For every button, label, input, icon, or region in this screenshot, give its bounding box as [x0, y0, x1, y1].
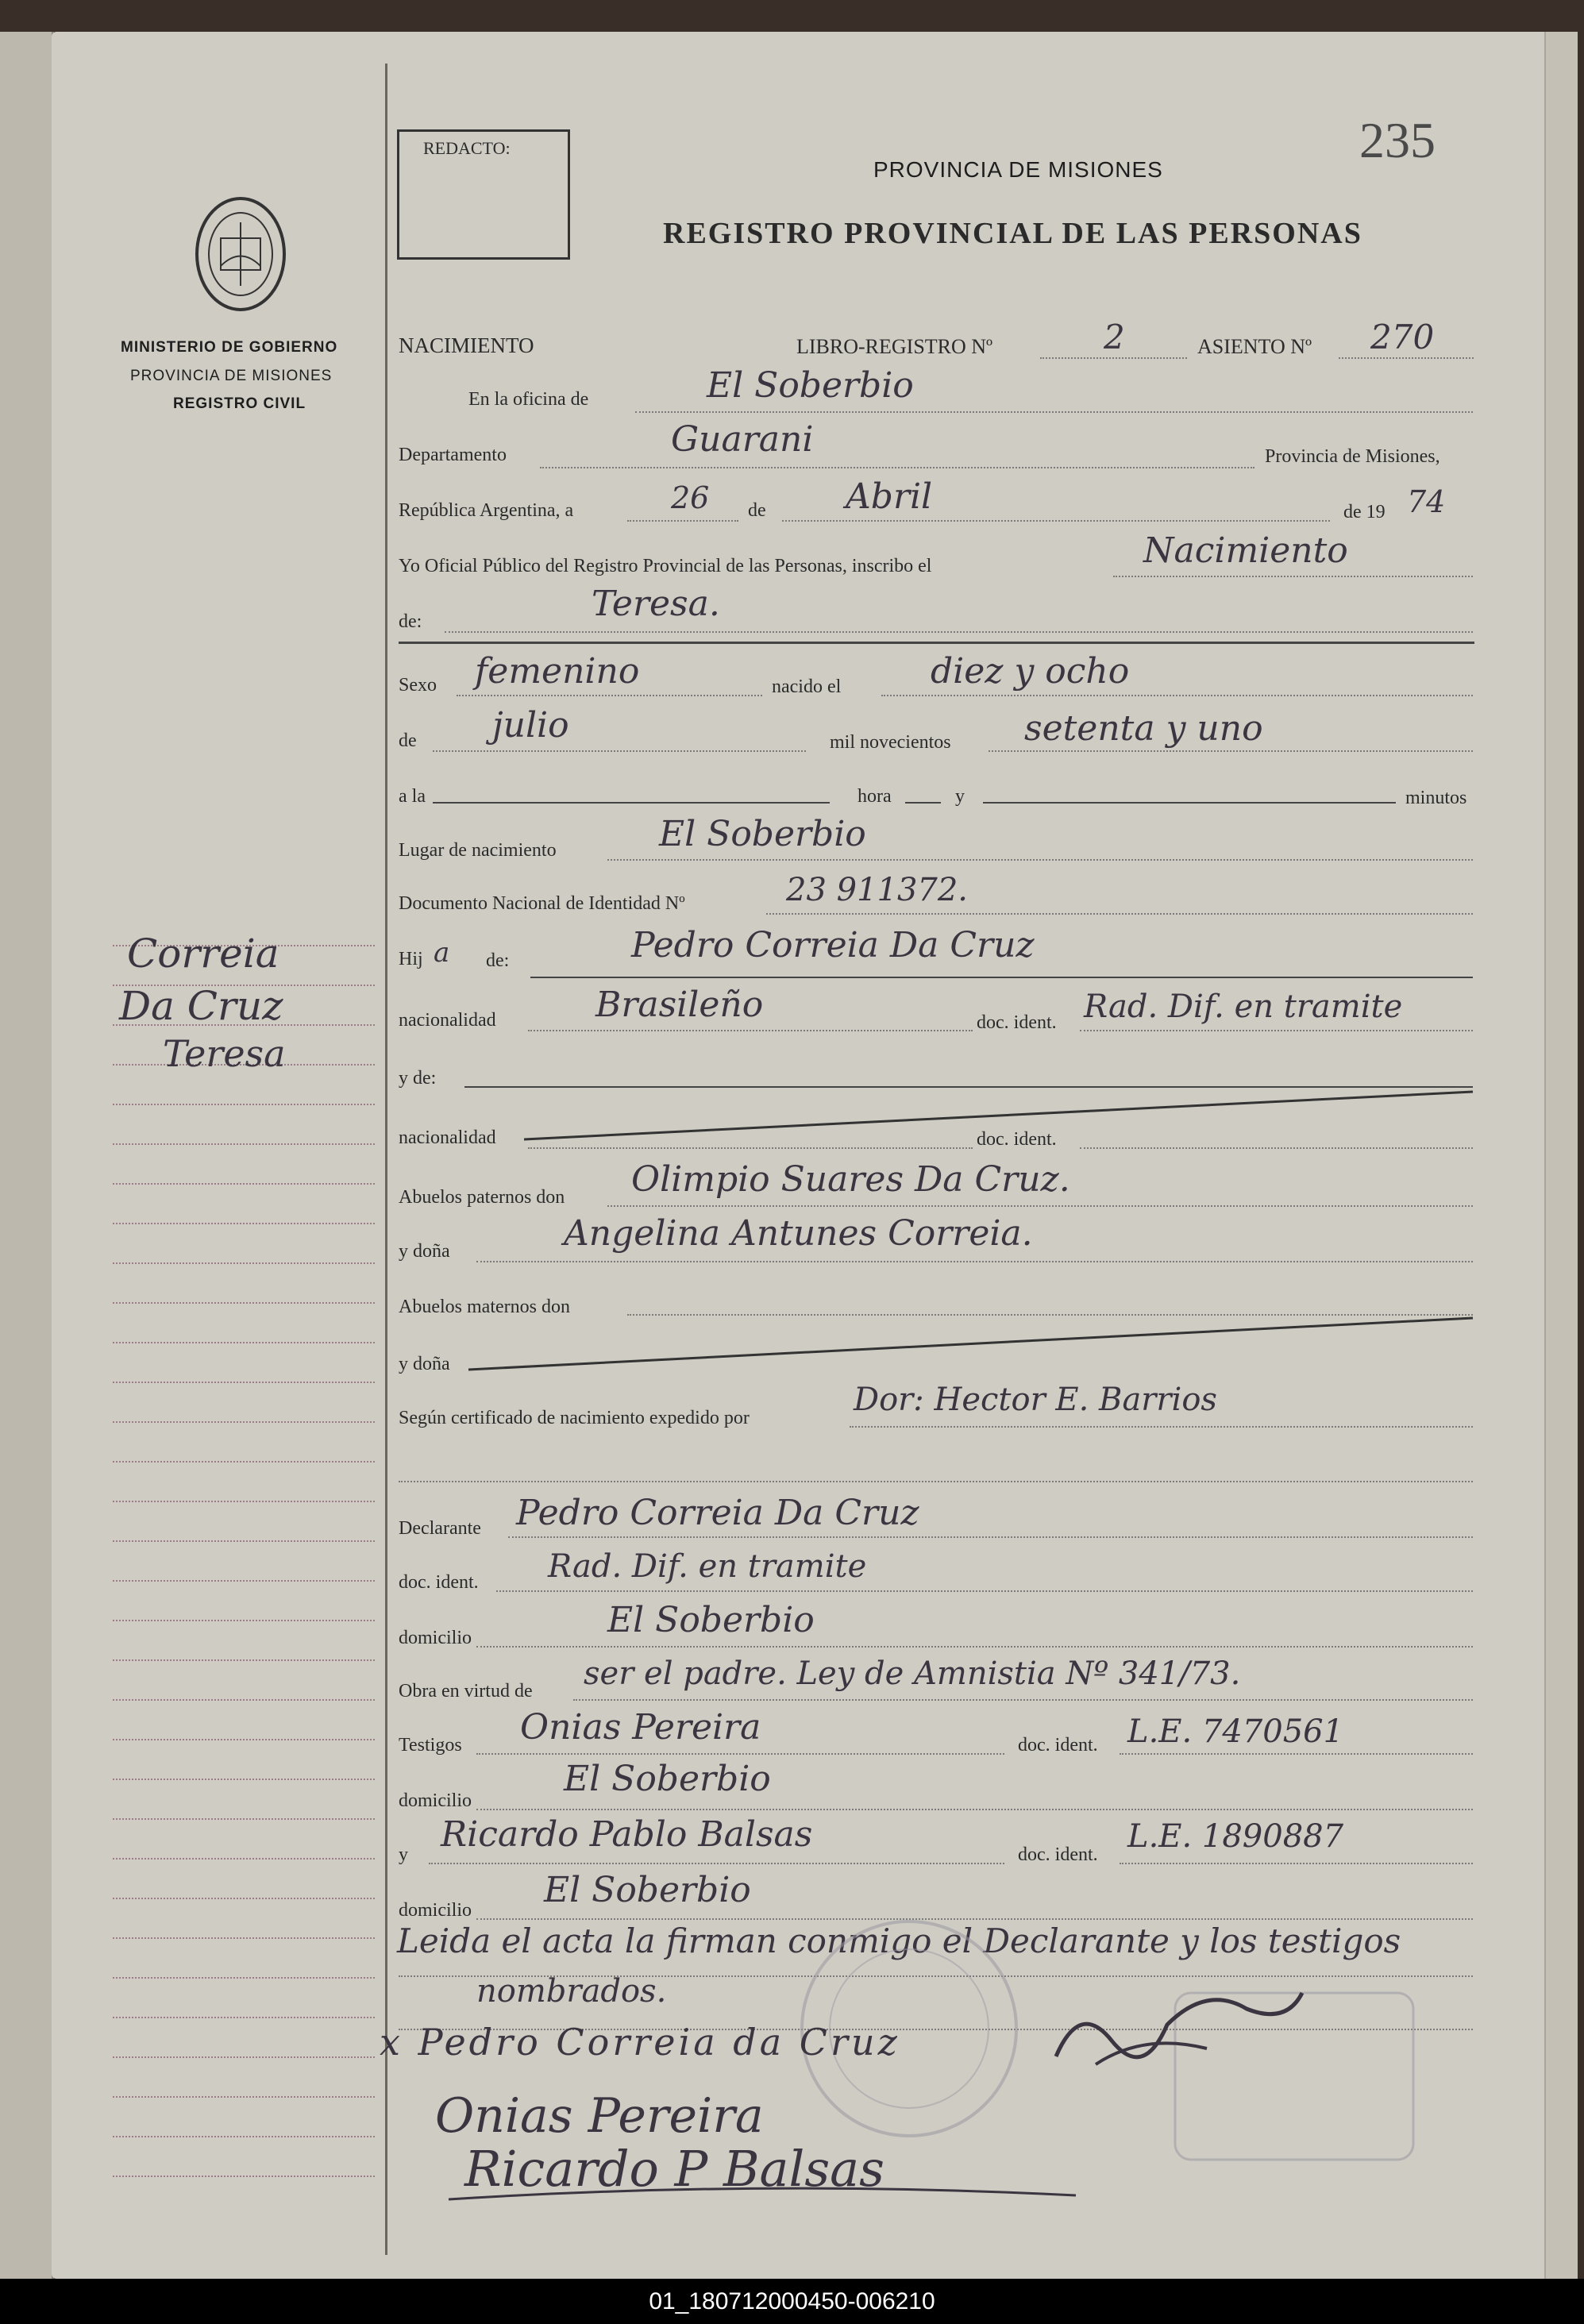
- margin-rule: [113, 1898, 375, 1899]
- margin-rule: [113, 2136, 375, 2137]
- hijo-label: Hij: [399, 949, 423, 969]
- domicilio-line: [476, 1646, 1473, 1648]
- declarante-label: Declarante: [399, 1518, 481, 1539]
- strike-line: [468, 1310, 1477, 1374]
- libro-value: 2: [1104, 318, 1125, 357]
- ministry-line-1: MINISTERIO DE GOBIERNO: [121, 339, 338, 356]
- nacido-line: [881, 695, 1473, 696]
- asiento-line: [1339, 357, 1474, 359]
- doc-ident2-line: [1080, 1147, 1473, 1149]
- domicilio-value: El Soberbio: [607, 1600, 815, 1640]
- nacido-value: diez y ocho: [931, 651, 1130, 692]
- margin-rule: [113, 2176, 375, 2177]
- libro-line: [1040, 357, 1187, 359]
- y-dona2-label: y doña: [399, 1354, 450, 1374]
- facing-page-edge: [0, 32, 54, 2279]
- column-rule: [385, 64, 387, 2255]
- hora-dash: [905, 802, 941, 804]
- nacionalidad-line: [528, 1030, 973, 1031]
- departamento-label: Departamento: [399, 445, 507, 465]
- certificado-label: Según certificado de nacimiento expedido por: [399, 1408, 750, 1428]
- y-label: y: [955, 786, 965, 807]
- mil-label: mil novecientos: [830, 732, 951, 753]
- testigo1-value: Onias Pereira: [520, 1707, 761, 1748]
- margin-rule: [113, 1818, 375, 1820]
- testigos-label: Testigos: [399, 1735, 462, 1756]
- republica-label: República Argentina, a: [399, 500, 574, 521]
- de-label: de: [748, 500, 766, 521]
- dni-label: Documento Nacional de Identidad Nº: [399, 893, 685, 914]
- t2-doc-label: doc. ident.: [1018, 1844, 1098, 1865]
- abuela-pat-line: [476, 1261, 1473, 1262]
- decl-doc-line: [496, 1590, 1473, 1592]
- witness-2-signature: Ricardo P Balsas: [464, 2140, 884, 2198]
- de-name-label: de:: [399, 611, 422, 632]
- sexo-line: [457, 695, 762, 696]
- month-line: [782, 520, 1330, 522]
- t1-dom-line: [476, 1809, 1473, 1810]
- declarante-line: [508, 1536, 1473, 1538]
- abuelo-pat-value: Olimpio Suares Da Cruz.: [631, 1159, 1070, 1200]
- abuela-pat-value: Angelina Antunes Correia.: [564, 1213, 1033, 1254]
- nacionalidad-label: nacionalidad: [399, 1010, 496, 1031]
- minutos-line: [983, 802, 1396, 804]
- year-prefix: de 19: [1343, 502, 1386, 522]
- margin-rule: [113, 1977, 375, 1979]
- hora-label: hora: [858, 786, 892, 807]
- official-signature-icon: [1048, 1977, 1310, 2080]
- obra-value: ser el padre. Ley de Amnistia Nº 341/73.: [584, 1655, 1241, 1692]
- decl-doc-label: doc. ident.: [399, 1572, 479, 1593]
- record-type-label: NACIMIENTO: [399, 333, 534, 357]
- registry-heading: REGISTRO PROVINCIAL DE LAS PERSONAS: [663, 217, 1362, 250]
- day-value: 26: [671, 480, 710, 515]
- dni-value: 23 911372.: [786, 872, 969, 908]
- t1-doc-value: L.E. 7470561: [1127, 1713, 1344, 1750]
- margin-rule: [113, 1739, 375, 1740]
- departamento-line: [540, 467, 1254, 468]
- margin-rule: [113, 1183, 375, 1185]
- day-line: [627, 520, 738, 522]
- abuelos-mat-label: Abuelos maternos don: [399, 1297, 570, 1317]
- oficina-label: En la oficina de: [468, 389, 589, 410]
- provincial-seal-icon: [189, 191, 292, 318]
- nacionalidad2-line: [528, 1147, 973, 1149]
- t2-y-label: y: [399, 1844, 408, 1865]
- margin-rule: [113, 1699, 375, 1701]
- t1-doc-line: [1120, 1753, 1473, 1755]
- libro-label: LIBRO-REGISTRO Nº: [796, 335, 993, 358]
- padre-line: [530, 977, 1473, 978]
- redacto-label: REDACTO:: [423, 138, 511, 158]
- t2-dom-value: El Soberbio: [544, 1870, 751, 1910]
- domicilio-label: domicilio: [399, 1628, 472, 1648]
- departamento-value: Guarani: [671, 419, 814, 460]
- year2-line: [989, 750, 1473, 752]
- margin-rule: [113, 1262, 375, 1264]
- t1-dom-value: El Soberbio: [564, 1759, 771, 1799]
- lugar-line: [607, 859, 1473, 861]
- t1-doc-label: doc. ident.: [1018, 1735, 1098, 1756]
- hijo-de-label: de:: [486, 950, 510, 971]
- t1-dom-label: domicilio: [399, 1790, 472, 1811]
- margin-surname-2: Da Cruz: [119, 983, 283, 1029]
- dni-line: [766, 913, 1473, 915]
- margin-rule: [113, 2017, 375, 2018]
- witness-1-signature: Onias Pereira: [435, 2088, 764, 2144]
- hijo-suffix: a: [434, 937, 450, 969]
- y-dona-label: y doña: [399, 1241, 450, 1262]
- t2-doc-line: [1120, 1863, 1473, 1864]
- obra-line: [573, 1699, 1473, 1701]
- image-caption: 01_180712000450-006210: [0, 2279, 1584, 2324]
- margin-rule: [113, 2096, 375, 2098]
- month2-value: julio: [492, 705, 569, 746]
- oficina-value: El Soberbio: [707, 365, 914, 406]
- provincia-suffix: Provincia de Misiones,: [1265, 446, 1440, 467]
- margin-rule: [113, 1580, 375, 1582]
- page-number: 235: [1359, 112, 1436, 168]
- margin-rule: [113, 1540, 375, 1542]
- obra-label: Obra en virtud de: [399, 1681, 533, 1702]
- lugar-label: Lugar de nacimiento: [399, 840, 557, 861]
- margin-given-name: Teresa: [163, 1032, 286, 1075]
- t2-doc-value: L.E. 1890887: [1127, 1818, 1344, 1855]
- year2-value: setenta y uno: [1024, 708, 1263, 749]
- oficial-text: Yo Oficial Público del Registro Provincial de las Personas, inscribo el: [399, 556, 932, 576]
- testigo2-value: Ricardo Pablo Balsas: [441, 1814, 813, 1855]
- signature-underline: [445, 2176, 1080, 2207]
- decl-doc-value: Rad. Dif. en tramite: [548, 1548, 867, 1585]
- nacionalidad2-label: nacionalidad: [399, 1127, 496, 1148]
- margin-rule: [113, 1382, 375, 1383]
- closing-line-2: nombrados.: [476, 1973, 667, 2010]
- testigo1-line: [476, 1753, 1004, 1755]
- nacionalidad-value: Brasileño: [595, 985, 764, 1025]
- y-de-label: y de:: [399, 1068, 437, 1089]
- margin-rule: [113, 1223, 375, 1224]
- margin-rule: [113, 1779, 375, 1780]
- certificado-value: Dor: Hector E. Barrios: [854, 1382, 1217, 1418]
- nacido-label: nacido el: [772, 676, 842, 697]
- margin-rule: [113, 1461, 375, 1463]
- section-rule: [399, 642, 1474, 644]
- hora-line: [433, 802, 830, 804]
- closing-line-1: Leida el acta la firman conmigo el Declarante y los testigos: [397, 1921, 1401, 1960]
- asiento-label: ASIENTO Nº: [1197, 335, 1312, 358]
- abuelos-pat-label: Abuelos paternos don: [399, 1187, 565, 1208]
- t2-dom-label: domicilio: [399, 1900, 472, 1921]
- asiento-value: 270: [1370, 318, 1435, 357]
- padre-value: Pedro Correia Da Cruz: [631, 925, 1035, 965]
- margin-rule: [113, 1501, 375, 1502]
- margin-surname-1: Correia: [127, 931, 279, 977]
- abuelo-pat-line: [607, 1205, 1473, 1207]
- blank-line: [399, 1481, 1473, 1482]
- inscribo-line: [1113, 576, 1473, 577]
- oficina-line: [635, 411, 1473, 413]
- month-value: Abril: [846, 476, 933, 517]
- doc-ident-value: Rad. Dif. en tramite: [1084, 989, 1403, 1025]
- margin-rule: [113, 1858, 375, 1860]
- inscribo-value: Nacimiento: [1143, 530, 1348, 571]
- ministry-line-2: PROVINCIA DE MISIONES: [130, 368, 333, 384]
- doc-ident2-label: doc. ident.: [977, 1129, 1057, 1150]
- margin-rule: [113, 1659, 375, 1661]
- lugar-value: El Soberbio: [659, 814, 866, 854]
- name-value: Teresa.: [592, 584, 720, 624]
- margin-rule: [113, 1620, 375, 1621]
- de2-label: de: [399, 730, 417, 751]
- margin-rule: [113, 1342, 375, 1343]
- province-heading: PROVINCIA DE MISIONES: [873, 157, 1163, 182]
- sexo-value: femenino: [475, 651, 640, 692]
- declarante-value: Pedro Correia Da Cruz: [516, 1493, 919, 1533]
- margin-rule: [113, 1104, 375, 1105]
- page-stack-edge: [1544, 32, 1578, 2279]
- testigo2-line: [429, 1863, 1004, 1864]
- minutos-label: minutos: [1405, 788, 1467, 808]
- name-line: [445, 631, 1473, 633]
- declarant-signature: x Pedro Correia da Cruz: [380, 2021, 900, 2064]
- ministry-line-3: REGISTRO CIVIL: [173, 395, 306, 412]
- ala-label: a la: [399, 786, 426, 807]
- margin-rule: [113, 1937, 375, 1939]
- margin-rule: [113, 1143, 375, 1145]
- sexo-label: Sexo: [399, 675, 437, 696]
- margin-rule: [113, 2056, 375, 2058]
- redacto-box: [397, 129, 570, 260]
- year-value: 74: [1407, 484, 1446, 519]
- certificado-line: [850, 1426, 1473, 1428]
- month2-line: [433, 750, 806, 752]
- margin-rule: [113, 1302, 375, 1304]
- doc-ident-line: [1080, 1030, 1473, 1031]
- doc-ident-label: doc. ident.: [977, 1012, 1057, 1033]
- margin-rule: [113, 1421, 375, 1423]
